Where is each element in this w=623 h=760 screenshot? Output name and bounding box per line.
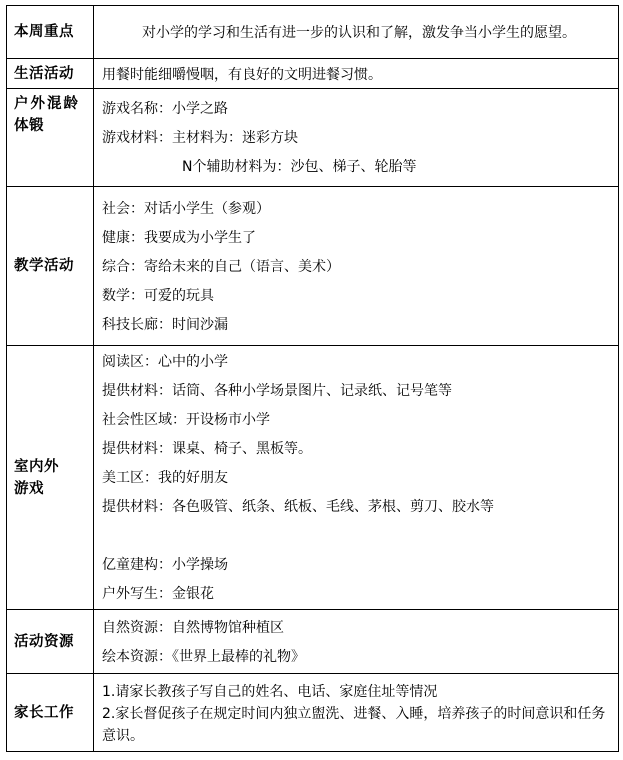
row-content-weekly-focus	[94, 6, 619, 59]
content-line: 游戏材料：主材料为：迷彩方块	[102, 130, 298, 146]
row-content-parents	[94, 674, 619, 752]
row-label-outdoor	[7, 89, 94, 187]
weekly-plan-table	[6, 5, 619, 752]
row-content-daily-life	[94, 59, 619, 89]
content-line: 2.家长督促孩子在规定时间内独立盥洗、进餐、入睡，培养孩子的时间意识和任务意识。	[102, 705, 606, 744]
content-line: 提供材料：各色吸管、纸条、纸板、毛线、茅根、剪刀、胶水等	[102, 499, 494, 515]
content-line: 社会：对话小学生（参观）	[102, 200, 270, 217]
table-row	[7, 89, 619, 187]
content-line: 提供材料：课桌、椅子、黑板等。	[102, 441, 312, 457]
label-line: 游戏	[14, 480, 44, 497]
table-row	[7, 610, 619, 674]
content-line: 亿童建构：小学操场	[102, 557, 228, 573]
row-content-resources	[94, 610, 619, 674]
label-line: 体锻	[14, 118, 44, 134]
table-row	[7, 187, 619, 346]
content-line: 提供材料：话筒、各种小学场景图片、记录纸、记号笔等	[102, 383, 452, 399]
content-line: 美工区：我的好朋友	[102, 470, 228, 486]
content-line: N个辅助材料为：沙包、梯子、轮胎等	[182, 159, 417, 175]
content-line: 用餐时能细嚼慢咽，有良好的文明进餐习惯。	[102, 66, 382, 83]
content-line: 健康：我要成为小学生了	[102, 229, 256, 246]
row-label-teaching: 教学活动	[7, 187, 94, 346]
table-row	[7, 674, 619, 752]
table-row	[7, 59, 619, 89]
content-line: 对小学的学习和生活有进一步的认识和了解，激发争当小学生的愿望。	[142, 25, 576, 41]
row-content-outdoor	[94, 89, 619, 187]
content-line: 数学：可爱的玩具	[102, 287, 214, 304]
content-line: 1.请家长教孩子写自己的姓名、电话、家庭住址等情况	[102, 683, 438, 700]
content-line: 游戏名称：小学之路	[102, 101, 228, 117]
content-line: 绘本资源：《世界上最棒的礼物》	[102, 648, 305, 665]
row-label-daily-life: 生活活动	[7, 59, 94, 89]
row-label-games	[7, 346, 94, 610]
table-row	[7, 346, 619, 610]
row-label-weekly-focus: 本周重点	[7, 6, 94, 59]
row-label-parents: 家长工作	[7, 674, 94, 752]
content-line: 户外写生：金银花	[102, 586, 214, 602]
row-content-teaching	[94, 187, 619, 346]
content-line: 综合：寄给未来的自己（语言、美术）	[102, 258, 340, 275]
content-line: 阅读区：心中的小学	[102, 354, 228, 370]
row-label-resources: 活动资源	[7, 610, 94, 674]
row-content-games	[94, 346, 619, 610]
label-line: 室内外	[14, 458, 59, 475]
label-line: 户外混龄	[14, 96, 80, 112]
content-line: 自然资源：自然博物馆种植区	[102, 619, 284, 636]
blank-line	[102, 522, 610, 551]
content-line: 科技长廊：时间沙漏	[102, 316, 228, 333]
content-line: 社会性区域：开设杨市小学	[102, 412, 270, 428]
table-row	[7, 6, 619, 59]
